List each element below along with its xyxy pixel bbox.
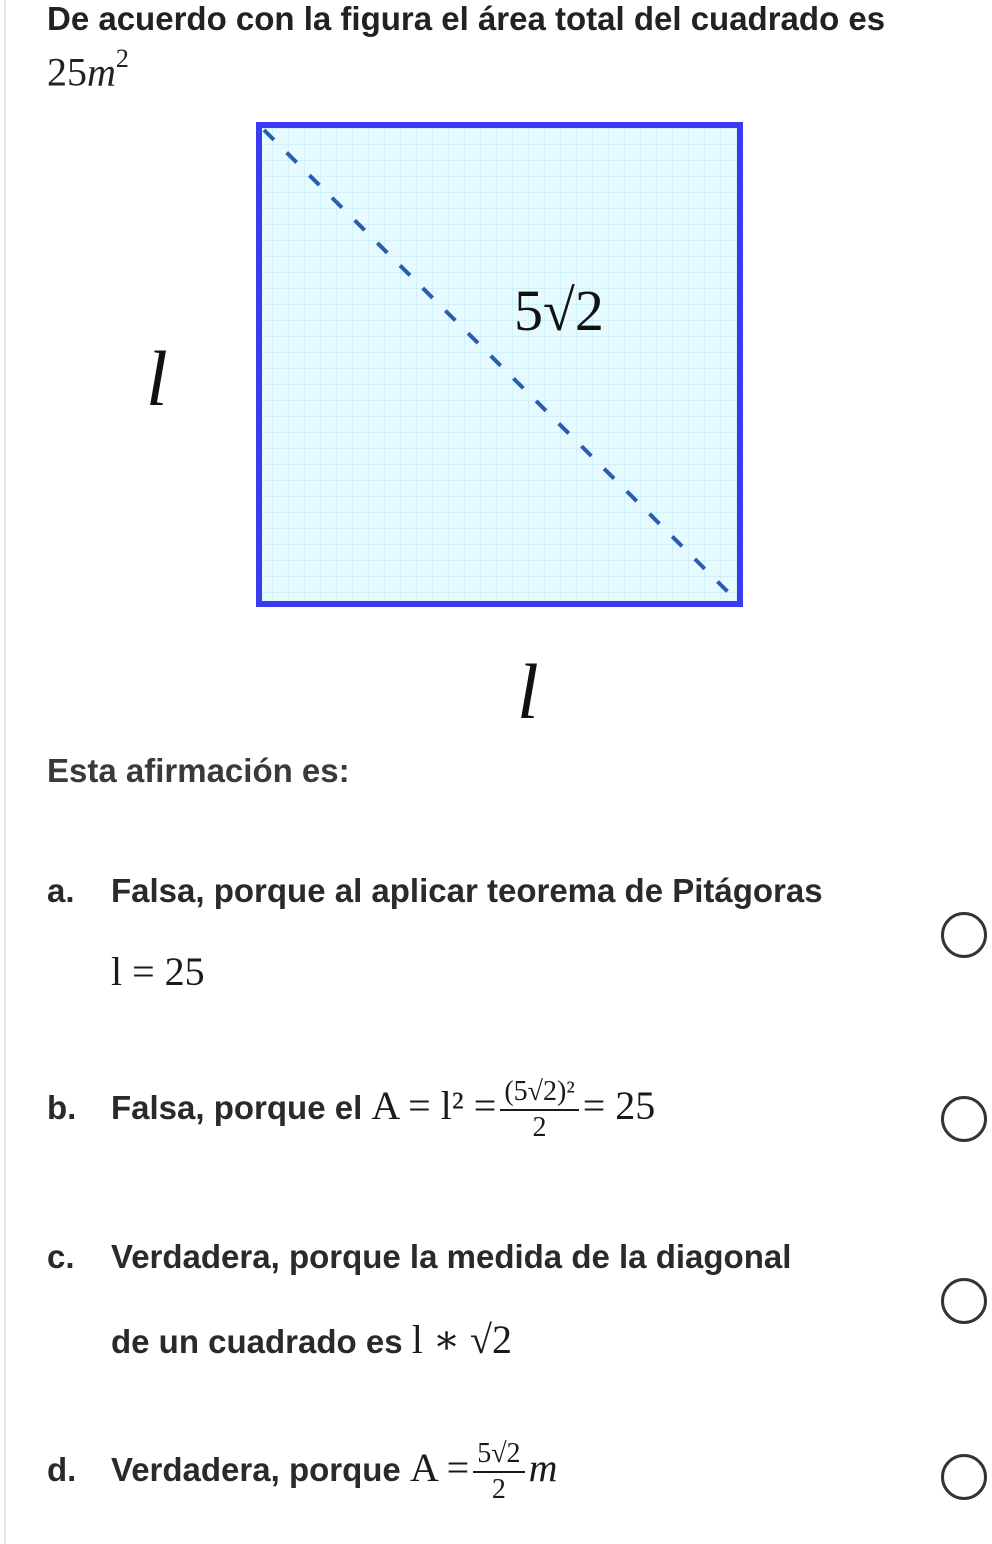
option-a-text: Falsa, porque al aplicar teorema de Pitágoras [111,872,823,909]
option-d-frac-den: 2 [491,1474,506,1505]
area-exponent: 2 [115,44,129,73]
option-d-text: Verdadera, porque [111,1451,401,1489]
option-b-math [371,1076,656,1143]
option-c-line2 [111,1316,512,1363]
option-d-math [409,1438,558,1505]
option-c-text: Verdadera, porque la medida de la diagonal [111,1238,792,1275]
option-b-frac-num: (5√2)² [500,1078,578,1111]
statement-text: Esta afirmación es: [47,752,350,789]
option-d-letter: d. [47,1451,77,1489]
diagonal-label: 5√2 [514,278,604,343]
option-b-text: Falsa, porque el [111,1089,363,1127]
option-b-radio[interactable] [941,1096,987,1142]
option-b-frac-den: 2 [532,1112,547,1143]
option-b-letter: b. [47,1089,77,1127]
option-b-math-lhs: A = l² = [371,1083,497,1129]
option-d-frac-num: 5√2 [473,1440,524,1473]
option-a-line1 [47,872,823,910]
option-a-radio[interactable] [941,912,987,958]
option-a-letter: a. [47,872,75,909]
area-unit: m [87,49,116,95]
area-number: 25 [47,49,87,95]
option-c-math: l ∗ √2 [411,1317,513,1362]
option-c-radio[interactable] [941,1278,987,1324]
question-text: De acuerdo con la figura el área total del cuadrado es [47,0,886,37]
option-c-letter: c. [47,1238,75,1275]
option-d-fraction [473,1440,524,1504]
option-b-math-rhs: = 25 [582,1083,656,1129]
option-c-line1 [47,1238,791,1276]
option-d-math-lhs: A = [409,1445,470,1491]
option-d-line [47,1440,557,1504]
option-b-fraction [500,1078,578,1142]
option-b-line [47,1078,655,1142]
option-c-text2: de un cuadrado es [111,1323,403,1360]
option-d-radio[interactable] [941,1454,987,1500]
square-figure [0,0,992,740]
side-label-bottom: l [517,648,539,735]
option-a-math: l = 25 [111,949,205,994]
side-label-left: l [146,335,168,422]
option-d-math-rhs: m [528,1445,558,1491]
